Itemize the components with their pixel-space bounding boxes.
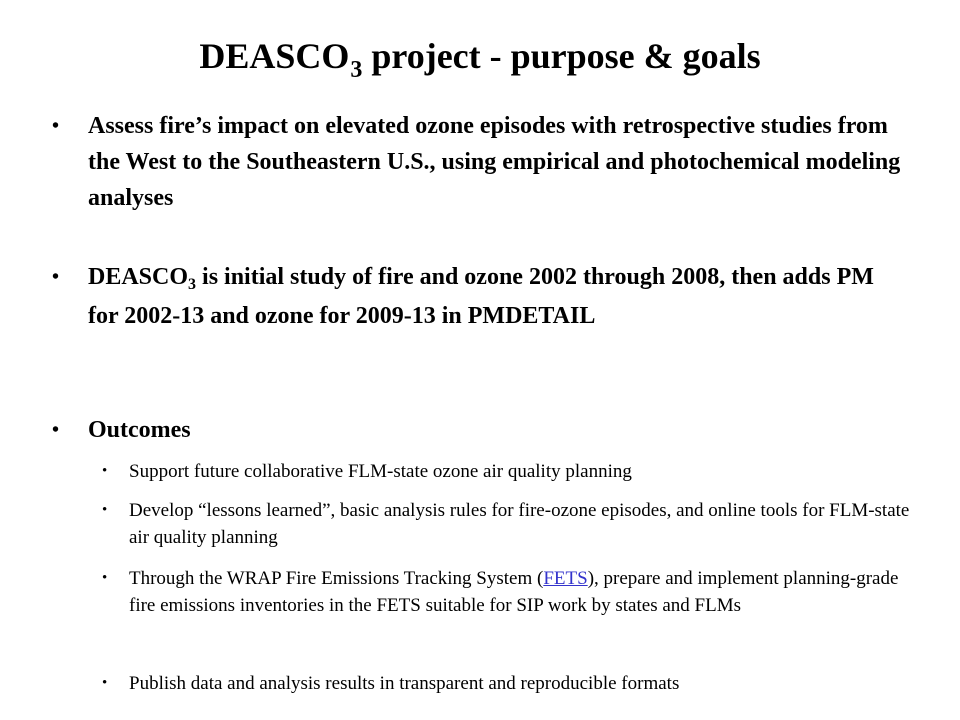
subbullet-support-planning <box>102 458 919 485</box>
bullet-outcomes <box>52 412 908 448</box>
subbullet-text: Develop “lessons learned”, basic analysis rules for fire-ozone episodes, and online tools for FLM-state air quality planning <box>129 500 910 548</box>
title-subscript: 3 <box>350 57 363 83</box>
subbullet-text: Publish data and analysis results in transparent and reproducible formats <box>129 673 680 694</box>
bullet-text-before: DEASCO <box>88 264 189 290</box>
subbullet-lessons-learned <box>102 497 919 551</box>
bullet-text-subscript: 3 <box>188 276 197 293</box>
subbullet-text-before: Through the WRAP Fire Emissions Tracking System ( <box>129 568 544 589</box>
bullet-text: Outcomes <box>88 417 191 443</box>
subbullet-publish-data <box>102 670 919 697</box>
bullet-assess-fire <box>52 108 908 216</box>
subbullet-text-after: ), prepare and implement planning-grade fire emissions inventories in the FETS suitable for SIP work by states and FLMs <box>129 568 899 616</box>
subbullet-icon: • <box>102 463 108 479</box>
bullet-deasco-study <box>52 259 908 334</box>
subbullet-icon: • <box>102 570 108 586</box>
subbullet-icon: • <box>102 502 108 518</box>
subbullet-icon: • <box>102 675 108 691</box>
bullet-text-after: is initial study of fire and ozone 2002 through 2008, then adds PM for 2002-13 and ozone for 2009-13 in PMDETAIL <box>88 264 874 329</box>
subbullet-fets <box>102 565 919 619</box>
slide-title <box>0 34 960 83</box>
bullet-icon: • <box>52 419 60 441</box>
bullet-icon: • <box>52 266 60 288</box>
bullet-icon: • <box>52 115 60 137</box>
fets-link[interactable]: FETS <box>543 568 588 589</box>
title-rest: project - purpose & goals <box>362 36 761 76</box>
subbullet-text: Support future collaborative FLM-state ozone air quality planning <box>129 461 632 482</box>
title-main: DEASCO <box>199 36 350 76</box>
bullet-text: Assess fire’s impact on elevated ozone episodes with retrospective studies from the West to the Southeastern U.S., using empirical and photochemical modeling analyses <box>88 113 901 211</box>
